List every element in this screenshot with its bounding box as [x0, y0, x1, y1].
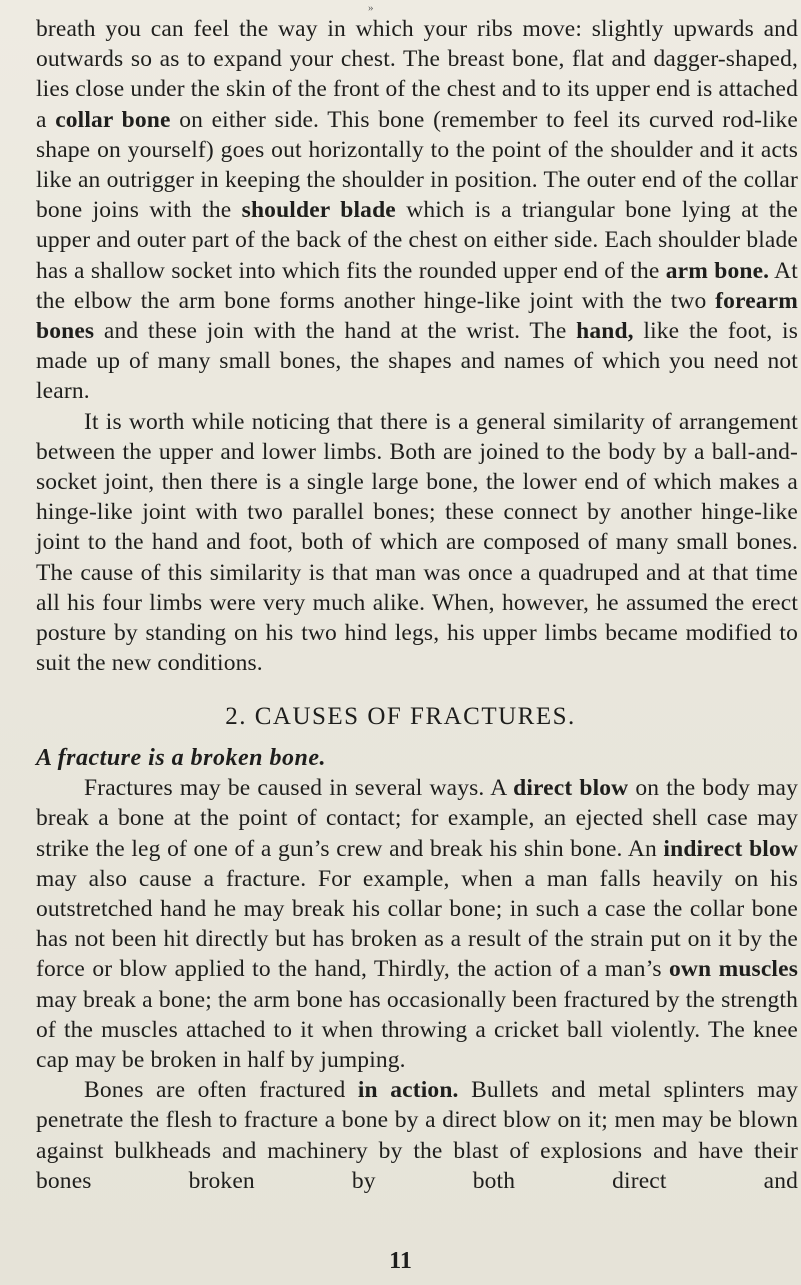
section-heading: 2. CAUSES OF FRACTURES. — [225, 703, 576, 730]
paragraph-skeleton-upper-limb — [36, 14, 798, 407]
term-indirect-blow: indirect blow — [663, 835, 798, 862]
term-direct-blow: direct blow — [513, 775, 629, 802]
term-in-action: in action. — [357, 1077, 459, 1104]
text-run: breath you can feel the way in which your ribs move: slightly upwards and outwards so as to expand your chest. The breast bone, flat and dagger-shaped, lies close under the skin of the front of the chest and to its upper end is attached a — [36, 16, 798, 133]
text-run: like the foot, is made up of many small bones, the shapes and names of which you need not learn. — [36, 318, 798, 405]
paragraph-fracture-causes — [36, 773, 798, 1075]
paragraph-limb-similarity: It is worth while noticing that there is a general similarity of arrangement between the upper and lower limbs. Both are joined to the body by a ball-and-socket joint, then there is a single large bone, the lower end of which makes a hinge-like joint with two parallel bones; these connect by another hinge-like joint to the hand and foot, both of which are composed of many small bones. The cause of this similarity is that man was once a quadruped and at that time all his four limbs were very much alike. When, however, he assumed the erect posture by standing on his two hind legs, his upper limbs became modified to suit the new conditions. — [36, 408, 798, 677]
term-shoulder-blade: shoulder blade — [241, 197, 396, 224]
paragraph-fractures-in-action — [36, 1075, 798, 1196]
text-run: on either side. This bone (remember to feel its curved rod-like shape on yourself) goes out horizontally to the point of the shoulder and it acts like an outrigger in keeping the shoulder in position. The outer end of the collar bone joins with the — [36, 106, 799, 224]
text-run: Bones are often fractured — [84, 1077, 358, 1104]
term-hand: hand, — [576, 318, 634, 345]
page-number: 11 — [389, 1248, 412, 1274]
upper-text — [36, 14, 798, 678]
term-arm-bone: arm bone. — [665, 257, 770, 284]
term-collar-bone: collar bone — [55, 106, 171, 133]
section-subheading: A fracture is a broken bone. — [36, 745, 327, 771]
text-run: on the body may break a bone at the point of contact; for example, an ejected shell case may strike the leg of one of a gun’s crew and break his shin bone. An — [36, 775, 798, 862]
lower-text — [36, 743, 798, 1196]
text-run: Fractures may be caused in several ways. A — [84, 775, 514, 802]
text-run: which is a triangular bone lying at the upper and outer part of the back of the chest on either side. Each shoulder blade has a shallow socket into which fits the rounded upper end of the — [36, 197, 798, 284]
text-run: and these join with the hand at the wrist. The — [94, 318, 577, 345]
text-run: Bullets and metal splinters may penetrate the flesh to fracture a bone by a direct blow on it; men may be blown against bulkheads and machinery by the blast of explosions and have their bones broken by both direct and — [36, 1077, 798, 1194]
text-run: At the elbow the arm bone forms another hinge-like joint with the two — [36, 257, 798, 314]
text-run: may break a bone; the arm bone has occasionally been fractured by the strength of the muscles attached to it when throwing a cricket ball violently. The knee cap may be broken in half by jumping. — [36, 986, 798, 1074]
top-mark: » — [368, 2, 374, 14]
term-own-muscles: own muscles — [669, 956, 798, 983]
text-run: may also cause a fracture. For example, when a man falls heavily on his outstretched hand he may break his collar bone; in such a case the collar bone has not been hit directly but has broken as a result of the strain put on it by the force or blow applied to the hand, Thirdly, the action of a man’s — [36, 865, 798, 983]
term-forearm-bones: forearm bones — [36, 287, 798, 345]
